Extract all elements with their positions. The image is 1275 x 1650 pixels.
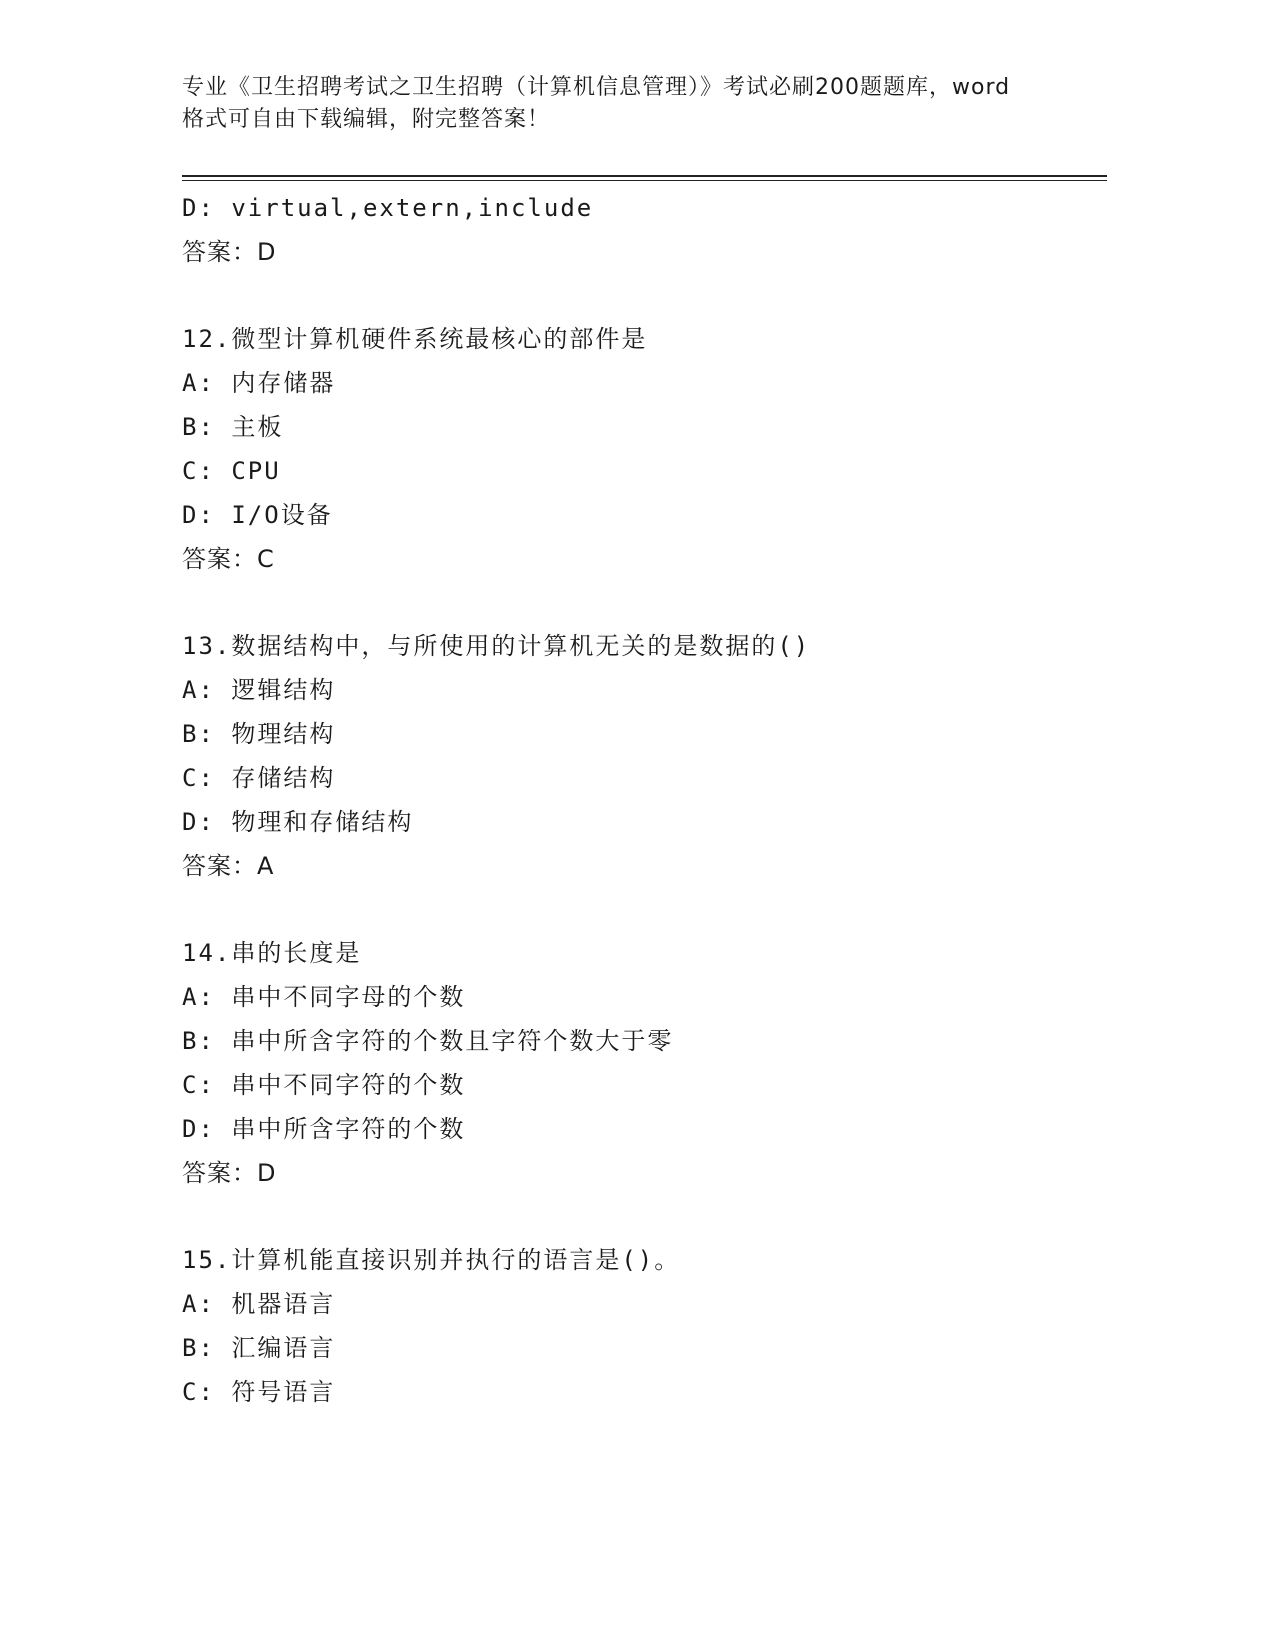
option-c: C: 符号语言 (182, 1378, 336, 1406)
question-block-11 (182, 186, 1107, 274)
option-b: B: 汇编语言 (182, 1334, 336, 1362)
question-block-15 (182, 1238, 1107, 1414)
option-b: B: 物理结构 (182, 720, 336, 748)
option-a: A: 逻辑结构 (182, 676, 336, 704)
question-list (182, 186, 1107, 1414)
header-title-line-2: 格式可自由下载编辑，附完整答案！ (182, 107, 551, 132)
answer-line: 答案：D (182, 238, 277, 266)
option-d: D: I/O设备 (182, 501, 333, 529)
option-d: D: 串中所含字符的个数 (182, 1115, 466, 1143)
question-block-12 (182, 317, 1107, 581)
spacer (182, 581, 1107, 624)
header-divider-thick (182, 175, 1107, 177)
option-b: B: 串中所含字符的个数且字符个数大于零 (182, 1027, 674, 1055)
answer-line: 答案：D (182, 1159, 277, 1187)
question-stem: 14.串的长度是 (182, 939, 362, 967)
option-c: C: 串中不同字符的个数 (182, 1071, 466, 1099)
option-a: A: 机器语言 (182, 1290, 336, 1318)
header-title-line-1: 专业《卫生招聘考试之卫生招聘（计算机信息管理）》考试必刷200题题库，word (182, 75, 1011, 100)
option-b: B: 主板 (182, 413, 284, 441)
option-a: A: 串中不同字母的个数 (182, 983, 466, 1011)
question-block-14 (182, 931, 1107, 1195)
spacer (182, 888, 1107, 931)
option-d: D: virtual,extern,include (182, 194, 594, 222)
document-header (182, 72, 1062, 136)
question-stem: 12.微型计算机硬件系统最核心的部件是 (182, 325, 648, 353)
option-d: D: 物理和存储结构 (182, 808, 414, 836)
spacer (182, 274, 1107, 317)
option-c: C: CPU (182, 457, 281, 485)
question-block-13 (182, 624, 1107, 888)
header-divider-thin (182, 180, 1107, 181)
question-stem: 15.计算机能直接识别并执行的语言是()。 (182, 1246, 681, 1274)
question-stem: 13.数据结构中，与所使用的计算机无关的是数据的() (182, 632, 811, 660)
answer-line: 答案：A (182, 852, 275, 880)
spacer (182, 1195, 1107, 1238)
option-a: A: 内存储器 (182, 369, 336, 397)
answer-line: 答案：C (182, 545, 275, 573)
option-c: C: 存储结构 (182, 764, 336, 792)
